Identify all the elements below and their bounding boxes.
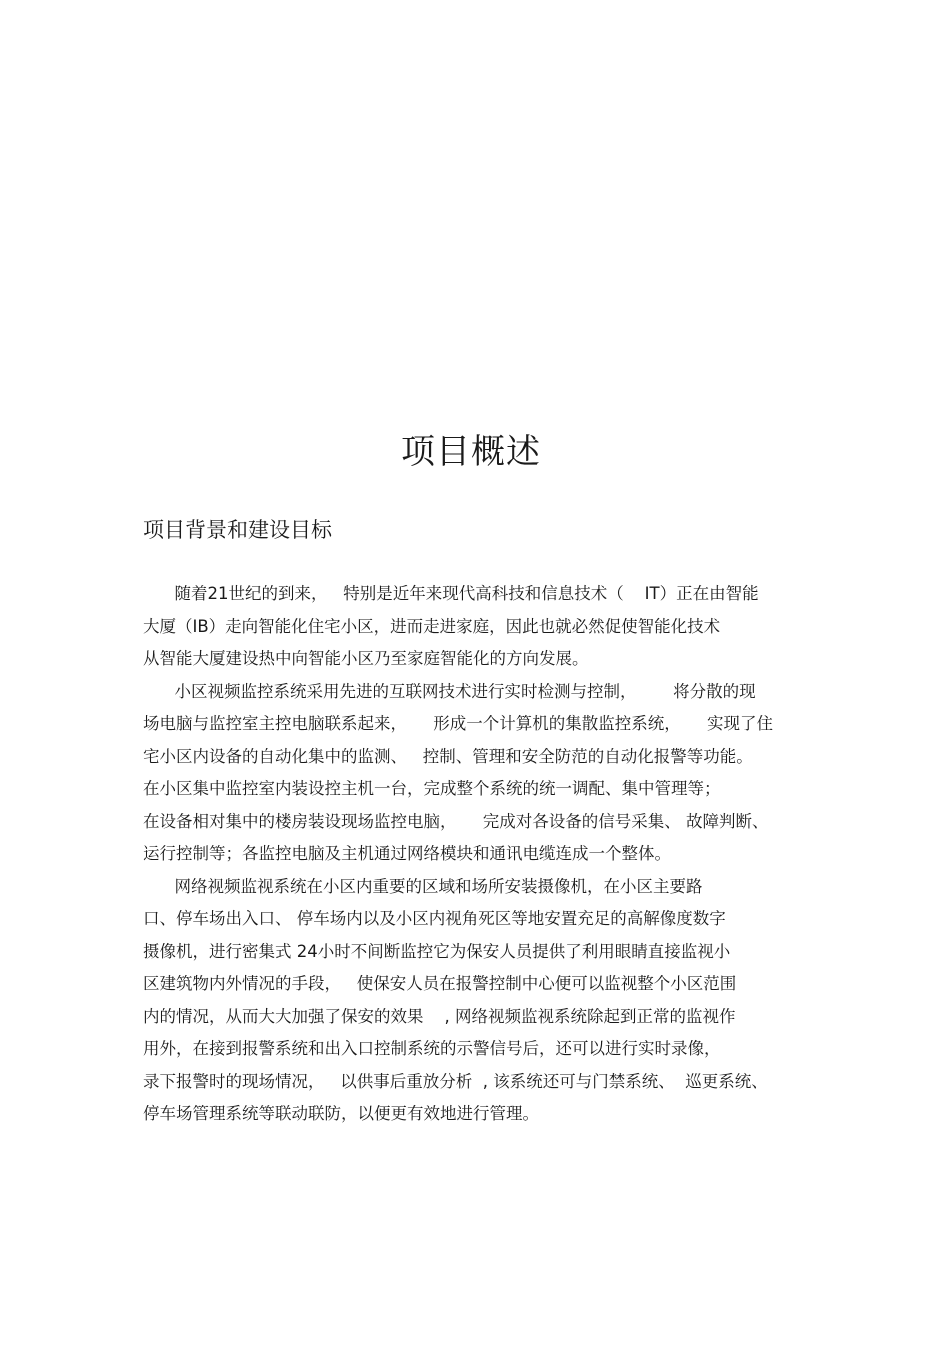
- body-line: 内的情况，从而大大加强了保安的效果 , 网络视频监视系统除起到正常的监视作: [143, 1006, 736, 1026]
- body-line: 在小区集中监控室内装设控主机一台，完成整个系统的统一调配、集中管理等；: [143, 779, 721, 798]
- body-line: 在设备相对集中的楼房装设现场监控电脑， 完成对各设备的信号采集、 故障判断、: [143, 811, 769, 831]
- body-line: 大厦（IB）走向智能化住宅小区，进而走进家庭，因此也就必然促使智能化技术: [143, 616, 721, 636]
- page-title: 项目概述: [401, 432, 541, 472]
- body-line: 摄像机，进行密集式 24小时不间断监控它为保安人员提供了利用眼睛直接监视小: [143, 941, 731, 961]
- body-line: 运行控制等；各监控电脑及主机通过网络模块和通讯电缆连成一个整体。: [143, 844, 671, 863]
- section-heading: 项目背景和建设目标: [143, 518, 332, 542]
- body-line: 小区视频监控系统采用先进的互联网技术进行实时检测与控制， 将分散的现: [143, 681, 756, 701]
- body-line: 网络视频监视系统在小区内重要的区域和场所安装摄像机，在小区主要路: [143, 876, 703, 896]
- body-line: 场电脑与监控室主控电脑联系起来， 形成一个计算机的集散监控系统， 实现了住: [143, 714, 773, 733]
- body-line: 随着21世纪的到来， 特别是近年来现代高科技和信息技术（ IT）正在由智能: [143, 584, 759, 603]
- body-line: 录下报警时的现场情况， 以供事后重放分析 , 该系统还可与门禁系统、 巡更系统、: [143, 1071, 768, 1091]
- body-line: 用外，在接到报警系统和出入口控制系统的示警信号后，还可以进行实时录像，: [143, 1039, 721, 1058]
- body-line: 从智能大厦建设热中向智能小区乃至家庭智能化的方向发展。: [143, 649, 589, 668]
- body-line: 口、停车场出入口、 停车场内以及小区内视角死区等地安置充足的高解像度数字: [143, 909, 726, 928]
- body-line: 停车场管理系统等联动联防，以便更有效地进行管理。: [143, 1104, 539, 1123]
- body-line: 宅小区内设备的自动化集中的监测、 控制、管理和安全防范的自动化报警等功能。: [143, 746, 753, 766]
- body-line: 区建筑物内外情况的手段， 使保安人员在报警控制中心便可以监视整个小区范围: [143, 974, 737, 993]
- body-text: [143, 578, 808, 1131]
